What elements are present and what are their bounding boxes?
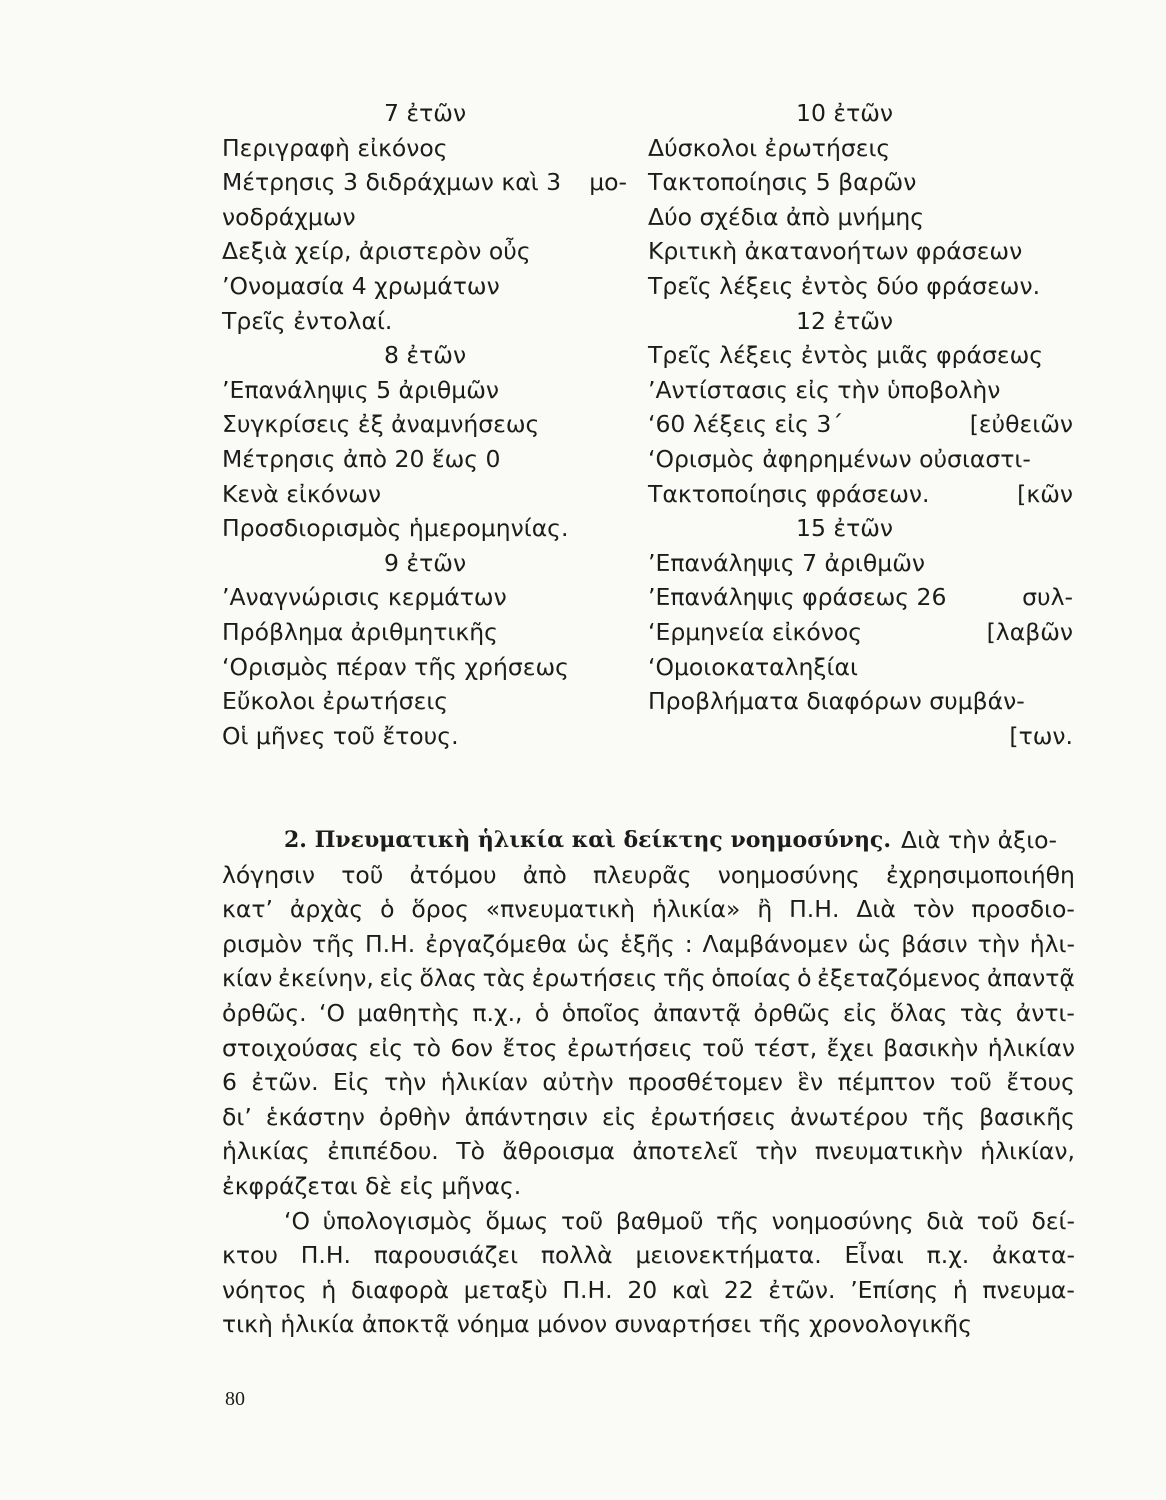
word: 20 (627, 1275, 658, 1304)
word: προσδιο- (971, 895, 1075, 924)
word: ἐργαζόμεθα (425, 929, 567, 958)
test-item-line: ’Αντίστασις εἰς τὴν ὑποβολὴν (648, 375, 1001, 404)
test-item-line: Περιγραφὴ εἰκόνος (222, 133, 448, 162)
section-title: 2. Πνευματικὴ ἡλικία καὶ δείκτης νοημοσύνης. (284, 827, 891, 853)
word: τοῦ (949, 1068, 992, 1097)
word: πλευρᾶς (592, 860, 692, 889)
test-item-line: Προσδιορισμὸς ἡμερομηνίας. (222, 514, 569, 543)
word: ἀρχὰς (289, 895, 364, 924)
word: λόγησιν (222, 860, 316, 889)
paragraph-line (222, 1100, 1075, 1135)
word: δι’ (222, 1102, 252, 1131)
word: ὁ (797, 964, 812, 993)
word: τὰς (959, 998, 1004, 1027)
test-item-line: Κριτικὴ ἀκατανοήτων φράσεων (648, 237, 1023, 266)
word: ὅλας (889, 998, 948, 1027)
word: ἐρωτήσεις (567, 1033, 693, 1062)
word: ὑπολογισμὸς (322, 1206, 473, 1235)
test-item-line (222, 165, 627, 200)
word: τὸν (912, 895, 955, 924)
word: ἀντι- (1015, 998, 1075, 1027)
test-item-line: Μέτρησις ἀπὸ 20 ἕως 0 (222, 444, 501, 473)
test-item-text: ‘Ερμηνεία εἰκόνος (648, 617, 863, 646)
word: ἔτος (502, 1033, 558, 1062)
word: ἄθροισμα (502, 1137, 615, 1166)
section-line-0: Διὰ τὴν ἀξιο- (901, 826, 1058, 854)
word: ἀπαντᾷ (653, 998, 742, 1027)
paragraph-line (222, 1238, 1075, 1273)
test-item-line (648, 615, 1073, 650)
word: παρουσιάζει (373, 1241, 519, 1270)
word: ἡλι- (1029, 929, 1075, 958)
word: τῆς (312, 929, 356, 958)
word: κίαν (222, 964, 273, 993)
test-item-line: ’Αναγνώρισις κερμάτων (222, 583, 507, 612)
word: ἡλικίας (222, 1137, 310, 1166)
word: ἀνωτέρου (790, 1102, 909, 1131)
word: βάσιν (901, 929, 968, 958)
word: βασικὴν (883, 1033, 979, 1062)
word: ἑκάστην (265, 1102, 365, 1131)
word: Π.Η. (364, 929, 416, 958)
word: καὶ (671, 1275, 710, 1304)
word: ρισμὸν (222, 929, 303, 958)
test-item-line: ‘Ομοιοκαταληξίαι (648, 652, 858, 681)
paragraph-line: τικὴ ἡλικία ἀποκτᾷ νόημα μόνον συναρτήσει τῆς χρονολογικῆς (222, 1310, 972, 1339)
paragraph-line (222, 927, 1075, 962)
word: ὅρος (411, 895, 469, 924)
word: ἢ (757, 895, 773, 924)
word: ὁποίας (711, 964, 792, 993)
word: ἀποτελεῖ (632, 1137, 738, 1166)
test-item-text: Μέτρησις 3 διδράχμων καὶ 3 (222, 168, 562, 197)
test-item-line: ’Επανάληψις 7 ἀριθμῶν (648, 548, 926, 577)
test-item-line (648, 407, 1073, 442)
test-item-continuation: μο- (589, 168, 627, 197)
word: ὀρθὴν (378, 1102, 451, 1131)
word: πέμπτον (837, 1068, 936, 1097)
word: τοῦ (976, 1206, 1019, 1235)
word: δεί- (1031, 1206, 1075, 1235)
word: π.χ., (472, 998, 523, 1027)
test-item-continuation: [εὐθειῶν (969, 410, 1073, 439)
word: νοημοσύνης (717, 860, 860, 889)
word: τοῦ (702, 1033, 745, 1062)
word: ὁ (380, 895, 395, 924)
test-item-line: Συγκρίσεις ἐξ ἀναμνήσεως (222, 410, 540, 439)
word: Τὸ (456, 1137, 485, 1166)
test-item-line: Δεξιὰ χείρ, ἀριστερὸν οὖς (222, 237, 531, 266)
word: : (684, 929, 693, 958)
word: ‘Ο (284, 1206, 310, 1235)
word: ἐτῶν. (768, 1275, 836, 1304)
word: ἐκείνην, (278, 964, 374, 993)
test-item-line (648, 477, 1073, 512)
test-item-text: ‘60 λέξεις εἰς 3΄ (648, 410, 844, 439)
word: ’Επίσης (850, 1275, 939, 1304)
word: «πνευματικὴ (485, 895, 636, 924)
test-item-line: Τρεῖς λέξεις ἐντὸς μιᾶς φράσεως (648, 341, 1044, 370)
word: ἡλικία» (651, 895, 741, 924)
word: τοῦ (560, 1206, 604, 1235)
paragraph-line (222, 1204, 1075, 1239)
age-heading: 8 ἐτῶν (384, 341, 467, 370)
word: ἀπὸ (522, 860, 567, 889)
word: αὐτὴν (542, 1068, 614, 1097)
word: βασικῆς (979, 1102, 1075, 1131)
test-item-line: Οἱ μῆνες τοῦ ἔτους. (222, 721, 459, 750)
word: ἡλικίαν (440, 1068, 528, 1097)
word: εἰς (843, 998, 878, 1027)
word: τῆς (922, 1102, 966, 1131)
word: Διὰ (856, 895, 896, 924)
word: π.χ. (926, 1241, 970, 1270)
word: ὡς (576, 929, 611, 958)
test-item-line: Πρόβλημα ἀριθμητικῆς (222, 617, 498, 646)
test-item-line: Δύο σχέδια ἀπὸ μνήμης (648, 202, 925, 231)
word: ὀρθῶς (753, 998, 831, 1027)
test-item-line: ’Επανάληψις 5 ἀριθμῶν (222, 375, 500, 404)
word: τὸ (412, 1033, 442, 1062)
age-heading: 9 ἐτῶν (384, 548, 467, 577)
word: ἔτους (1006, 1068, 1075, 1097)
word: ἓν (797, 1068, 824, 1097)
section-intelligence-quotient (222, 823, 1075, 1342)
paragraph-line (222, 1273, 1075, 1308)
word: ἐρωτήσεις (650, 1102, 777, 1131)
word: μαθητὴς (357, 998, 460, 1027)
word: πνευματικὴν (814, 1137, 963, 1166)
test-item-continuation: [των. (1009, 721, 1073, 750)
word: ἐρωτήσεις (531, 964, 658, 993)
test-item-text: Τακτοποίησις φράσεων. (648, 479, 930, 508)
test-item-continuation: [κῶν (1017, 479, 1073, 508)
word: τέστ, (753, 1033, 818, 1062)
word: 6 (222, 1068, 237, 1097)
test-item-line: Τακτοποίησις 5 βαρῶν (648, 168, 917, 197)
word: ὅμως (485, 1206, 549, 1235)
word: ἀπαντᾷ (986, 964, 1075, 993)
word: Π.Η. (789, 895, 840, 924)
word: τοῦ (341, 860, 384, 889)
word: ὀρθῶς. (222, 998, 307, 1027)
paragraph-line (222, 1065, 1075, 1100)
word: ἡ (321, 1275, 337, 1304)
word: Εἶναι (844, 1241, 904, 1270)
word: Λαμβάνομεν (702, 929, 848, 958)
test-item-line: Κενὰ εἰκόνων (222, 479, 382, 508)
word: διαφορὰ (350, 1275, 450, 1304)
test-item-line: ‘Ορισμὸς πέραν τῆς χρήσεως (222, 652, 569, 681)
left-column-test-list (222, 96, 627, 753)
word: ἀπάντησιν (464, 1102, 588, 1131)
test-item-line: Δύσκολοι ἐρωτήσεις (648, 133, 891, 162)
paragraph-line: ἐκφράζεται δὲ εἰς μῆνας. (222, 1171, 522, 1200)
word: ἐχρησιμοποιήθη (886, 860, 1075, 889)
test-item-line: Εὔκολοι ἐρωτήσεις (222, 687, 449, 716)
page-number: 80 (225, 1388, 245, 1410)
word: βαθμοῦ (615, 1206, 704, 1235)
word: νόητος (222, 1275, 307, 1304)
test-item-text: ’Επανάληψις φράσεως 26 (648, 583, 947, 612)
word: τῆς (716, 1206, 759, 1235)
word: τὴν (384, 1068, 427, 1097)
word: ἔχει (826, 1033, 874, 1062)
test-item-line: Τρεῖς ἐντολαί. (222, 306, 393, 335)
paragraph-line (222, 1134, 1075, 1169)
test-item-line: Τρεῖς λέξεις ἐντὸς δύο φράσεων. (648, 271, 1041, 300)
word: Π.Η. (562, 1275, 613, 1304)
word: μειονεκτήματα. (635, 1241, 822, 1270)
word: ἡ (952, 1275, 968, 1304)
word: ὡς (857, 929, 892, 958)
word: ἐπιπέδου. (327, 1137, 439, 1166)
test-item-line: ‘Ορισμὸς ἀφηρημένων οὐσιαστι- (648, 444, 1031, 473)
word: μεταξὺ (463, 1275, 548, 1304)
paragraph-line (222, 1031, 1075, 1066)
word: ὅλας (419, 964, 478, 993)
test-item-continuation: συλ- (1022, 583, 1073, 612)
word: ἀτόμου (409, 860, 497, 889)
word: τὴν (755, 1137, 798, 1166)
word: 6ον (450, 1033, 494, 1062)
word: ἐτῶν. (251, 1068, 319, 1097)
test-item-line: ’Ονομασία 4 χρωμάτων (222, 271, 500, 300)
word: εἰς (601, 1102, 637, 1131)
word: εἰς (368, 1033, 404, 1062)
word: ἐξεταζόμενος (817, 964, 982, 993)
word: διὰ (926, 1206, 965, 1235)
paragraph-line (222, 961, 1075, 996)
test-item-line: νοδράχμων (222, 202, 356, 231)
word: ἑξῆς (620, 929, 675, 958)
test-item-continuation: [λαβῶν (986, 617, 1073, 646)
word: Π.Η. (300, 1241, 352, 1270)
test-item-line: Προβλήματα διαφόρων συμβάν- (648, 687, 1025, 716)
word: ὁποῖος (561, 998, 641, 1027)
word: προσθέτομεν (628, 1068, 783, 1097)
word: νοημοσύνης (771, 1206, 914, 1235)
word: ‘Ο (319, 998, 345, 1027)
word: πνευμα- (982, 1275, 1075, 1304)
word: ὁ (534, 998, 550, 1027)
paragraph-line (222, 996, 1075, 1031)
paragraph-line (222, 858, 1075, 893)
word: πολλὰ (540, 1241, 613, 1270)
word: τὰς (482, 964, 527, 993)
word: κατ’ (222, 895, 273, 924)
test-item-line (648, 580, 1073, 615)
word: εἰς (379, 964, 414, 993)
section-first-line (222, 823, 1075, 858)
word: Εἰς (333, 1068, 370, 1097)
right-column-test-list (648, 96, 1073, 753)
word: στοιχούσας (222, 1033, 360, 1062)
age-heading: 7 ἐτῶν (384, 99, 467, 127)
age-heading: 12 ἐτῶν (796, 306, 894, 335)
word: τὴν (977, 929, 1020, 958)
word: ἡλικίαν (987, 1033, 1075, 1062)
paragraph-line (222, 892, 1075, 927)
age-heading: 15 ἐτῶν (796, 514, 894, 543)
age-heading: 10 ἐτῶν (796, 99, 894, 127)
word: 22 (723, 1275, 754, 1304)
word: κτου (222, 1241, 278, 1270)
word: τῆς (662, 964, 706, 993)
word: ἀκατα- (992, 1241, 1075, 1270)
word: ἡλικίαν, (980, 1137, 1075, 1166)
